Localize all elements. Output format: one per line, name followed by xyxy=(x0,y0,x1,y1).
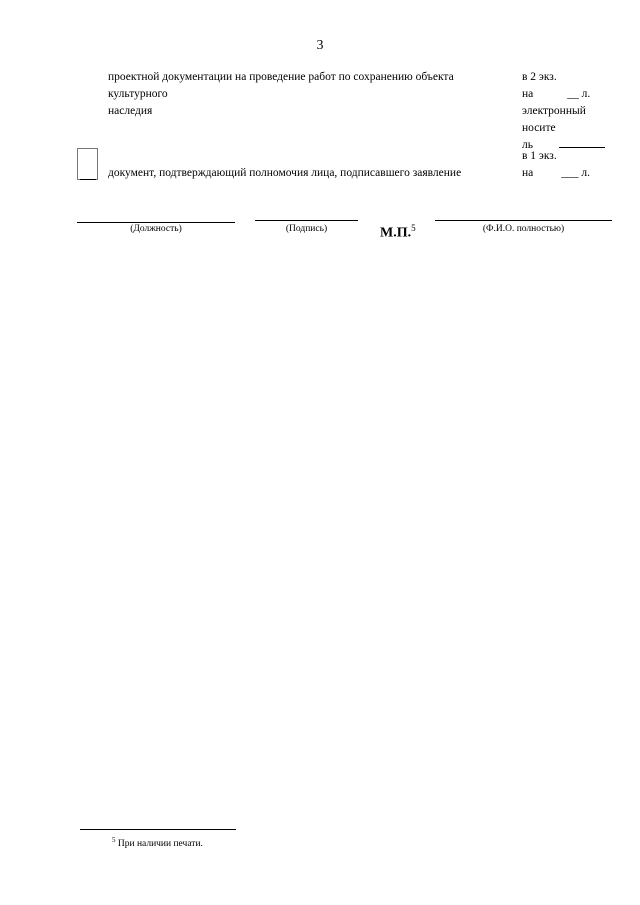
sheets-blank: __ xyxy=(567,88,579,100)
footnote-number: 5 xyxy=(112,836,116,844)
checkbox-underline xyxy=(80,179,96,180)
stamp-label: М.П.$^5$ xyxy=(380,223,416,241)
item-quantity-authority xyxy=(522,148,590,182)
sheets-blank: ___ xyxy=(561,167,579,179)
on-label: на xyxy=(522,167,534,179)
item-text-line3: наследия xyxy=(108,105,153,117)
item-text-line2: культурного xyxy=(108,88,168,100)
footnote-separator xyxy=(80,829,236,830)
medium-line1: электронный xyxy=(522,105,586,117)
document-item-authority: документ, подтверждающий полномочия лица, подписавшего заявление xyxy=(108,167,462,179)
position-label: (Должность) xyxy=(130,224,182,234)
copies-count: в 1 экз. xyxy=(522,150,557,162)
sheets-unit: л. xyxy=(581,88,591,100)
fullname-line xyxy=(435,220,612,221)
signature-line xyxy=(255,220,358,221)
checkbox[interactable] xyxy=(77,148,98,180)
footnote-ref: 5 xyxy=(411,223,416,233)
signature-label: (Подпись) xyxy=(285,224,328,234)
copies-count: в 2 экз. xyxy=(522,71,557,83)
position-line xyxy=(77,222,235,223)
sheets-count xyxy=(522,86,605,103)
medium-line2: носите xyxy=(522,122,556,134)
medium-line3: ль xyxy=(522,137,605,154)
on-label: на xyxy=(522,88,534,100)
footnote-text: При наличии печати. xyxy=(117,839,203,850)
sheets-unit: л. xyxy=(581,167,591,179)
page-number: 3 xyxy=(316,38,324,53)
sheets-count xyxy=(522,165,590,182)
document-item-project-documentation xyxy=(108,69,508,120)
item-quantity-project-documentation xyxy=(522,69,605,154)
item-text-line1: проектной документации на проведение работ по сохранению объекта xyxy=(108,71,454,83)
fullname-label: (Ф.И.О. полностью) xyxy=(482,224,565,234)
footnote xyxy=(112,836,203,849)
